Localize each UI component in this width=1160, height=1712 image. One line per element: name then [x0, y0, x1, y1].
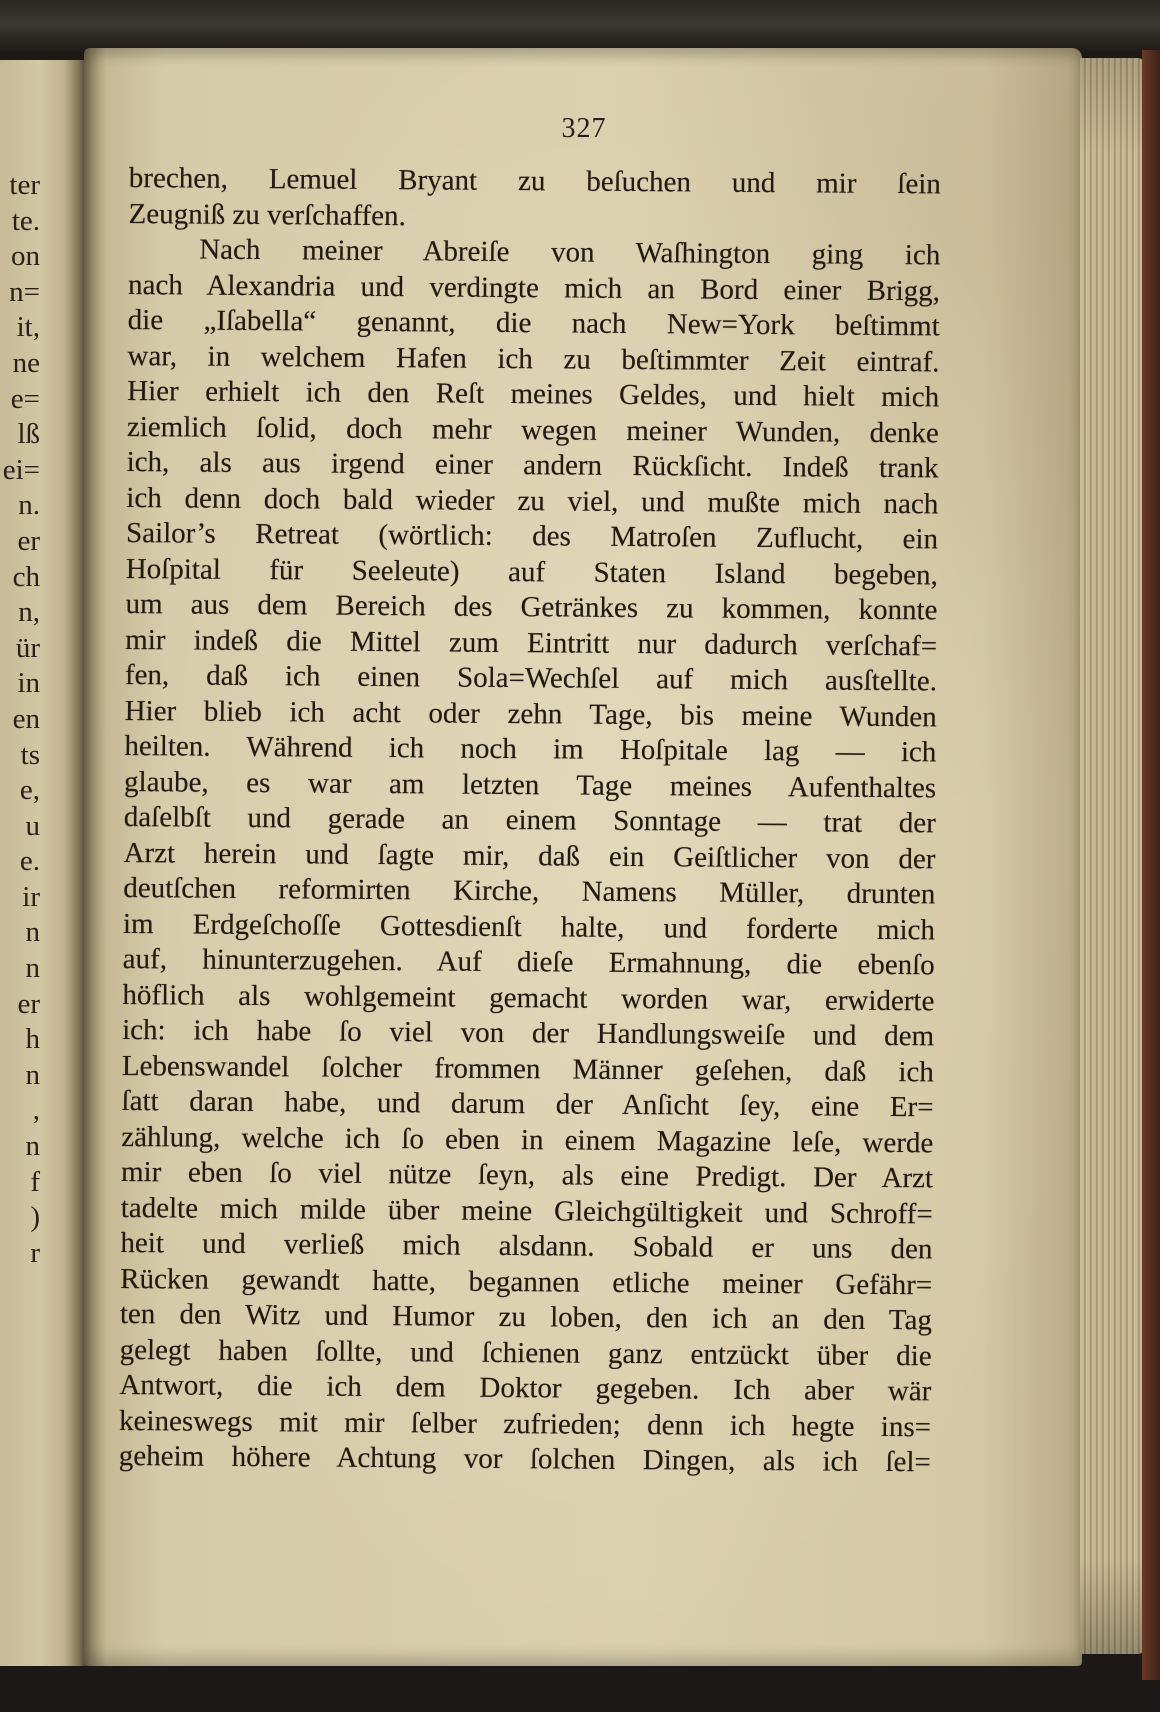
facing-page-fragment: r — [30, 1236, 40, 1269]
text-line: ich denn doch bald wieder zu viel, und mußte mich nach — [126, 481, 939, 520]
facing-page-fragment: u — [25, 809, 40, 842]
text-line: nach Alexandria und verdingte mich an Bord einer Brigg, — [127, 268, 941, 307]
facing-page-fragment: ir — [22, 880, 40, 913]
facing-page-fragment: n= — [9, 275, 40, 308]
text-line: war, in welchem Hafen ich zu beſtimmter Zeit eintraf. — [127, 339, 940, 378]
text-line: gelegt haben ſollte, und ſchienen ganz entzückt über die — [119, 1333, 932, 1372]
text-line: geheim höhere Achtung vor ſolchen Dingen, als ich ſel= — [118, 1439, 931, 1479]
left-facing-page — [0, 60, 86, 1666]
text-line: fen, daß ich einen Sola=Wechſel auf mich ausſtellte. — [124, 658, 938, 698]
text-line: brechen, Lemuel Bryant zu beſuchen und mir ſein — [128, 161, 941, 201]
facing-page-fragment: e= — [10, 382, 40, 415]
facing-page-fragment: ür — [15, 631, 40, 664]
facing-page-fragment: ts — [20, 738, 40, 771]
facing-page-fragment: ch — [12, 560, 40, 593]
facing-page-fragment: te. — [11, 204, 40, 237]
facing-page-fragment: n, — [18, 596, 40, 629]
text-line: mir indeß die Mittel zum Eintritt nur dadurch verſchaf= — [125, 623, 938, 662]
facing-page-fragment: n — [25, 952, 40, 985]
text-line: ten den Witz und Humor zu loben, den ich an den Tag — [119, 1297, 933, 1337]
facing-page-fragment: e. — [19, 845, 40, 878]
text-line: Lebenswandel ſolcher frommen Männer geſehen, daß ich — [121, 1049, 934, 1088]
text-line: Nach meiner Abreiſe von Waſhington ging ich — [199, 233, 941, 272]
book-cover-top — [0, 0, 1160, 52]
page-number: 327 — [561, 113, 607, 144]
text-line: Rücken gewandt hatte, begannen etliche meiner Gefähr= — [120, 1262, 933, 1301]
text-line: auf, hinunterzugehen. Auf dieſe Ermahnung, die ebenſo — [122, 942, 935, 982]
facing-page-line-ends — [0, 168, 44, 1271]
facing-page-fragment: n — [25, 916, 40, 949]
facing-page-fragment: lß — [17, 418, 40, 451]
facing-page-fragment: ei= — [2, 453, 40, 486]
text-line: um aus dem Bereich des Getränkes zu kommen, konnte — [125, 587, 938, 627]
text-line: daſelbſt und gerade an einem Sonntage — trat der — [123, 800, 936, 840]
facing-page-fragment: en — [12, 702, 40, 735]
facing-page-fragment: f — [30, 1165, 40, 1198]
text-line: heilten. Während ich noch im Hoſpitale lag — ich — [124, 729, 937, 769]
text-line: keineswegs mit mir ſelber zufrieden; denn ich hegte ins= — [118, 1404, 932, 1443]
text-line: im Erdgeſchoſſe Gottesdienſt halte, und forderte mich — [122, 907, 936, 946]
facing-page-fragment: it, — [16, 311, 40, 344]
text-line: mir eben ſo viel nütze ſeyn, als eine Predigt. Der Arzt — [120, 1155, 934, 1195]
facing-page-fragment: ter — [9, 169, 40, 201]
facing-page-fragment: in — [17, 667, 40, 700]
facing-page-fragment: n — [25, 1058, 40, 1091]
text-line: Zeugniß zu verſchaffen. — [128, 197, 406, 232]
text-line: deutſchen reformirten Kirche, Namens Müller, drunten — [123, 871, 936, 911]
text-line: ich, als aus irgend einer andern Rückſicht. Indeß trank — [126, 445, 939, 485]
facing-page-fragment: er — [17, 524, 40, 557]
facing-page-fragment: er — [17, 987, 40, 1020]
page-edges — [1080, 58, 1144, 1654]
text-line: glaube, es war am letzten Tage meines Aufenthaltes — [124, 765, 937, 804]
text-line: Sailor’s Retreat (wörtlich: des Matroſen Zuflucht, ein — [125, 516, 939, 556]
text-block — [119, 161, 941, 1481]
book-cover-edge — [1142, 50, 1160, 1680]
text-line: die „Iſabella“ genannt, die nach New=York beſtimmt — [127, 303, 940, 343]
text-line: ich: ich habe ſo viel von der Handlungsweiſe und dem — [122, 1013, 935, 1053]
text-line: Hoſpital für Seeleute) auf Staten Island begeben, — [125, 552, 938, 591]
facing-page-fragment: , — [32, 1094, 40, 1127]
text-line: Antwort, die ich dem Doktor gegeben. Ich aber wär — [119, 1368, 932, 1408]
text-line: ziemlich ſolid, doch mehr wegen meiner Wunden, denke — [126, 410, 940, 449]
text-line: Hier erhielt ich den Reſt meines Geldes, und hielt mich — [127, 374, 940, 414]
facing-page-fragment: e, — [19, 774, 40, 807]
facing-page-fragment: on — [11, 240, 40, 273]
facing-page-fragment: n. — [18, 489, 40, 522]
text-line: Arzt herein und ſagte mir, daß ein Geiſtlicher von der — [123, 836, 936, 875]
text-line: tadelte mich milde über meine Gleichgültigkeit und Schroff= — [120, 1191, 933, 1230]
text-line: ſatt daran habe, und darum der Anſicht ſey, eine Er= — [121, 1084, 934, 1124]
facing-page-fragment: n — [25, 1130, 40, 1163]
facing-page-fragment: ) — [30, 1201, 40, 1234]
facing-page-fragment: ne — [12, 346, 40, 379]
text-line: Hier blieb ich acht oder zehn Tage, bis meine Wunden — [124, 694, 937, 733]
text-line: höflich als wohlgemeint gemacht worden war, erwiderte — [122, 978, 935, 1017]
main-page — [84, 48, 1082, 1666]
facing-page-fragment: h — [25, 1023, 40, 1056]
text-line: zählung, welche ich ſo eben in einem Magazine leſe, werde — [121, 1120, 934, 1159]
text-line: heit und verließ mich alsdann. Sobald er uns den — [120, 1226, 933, 1266]
